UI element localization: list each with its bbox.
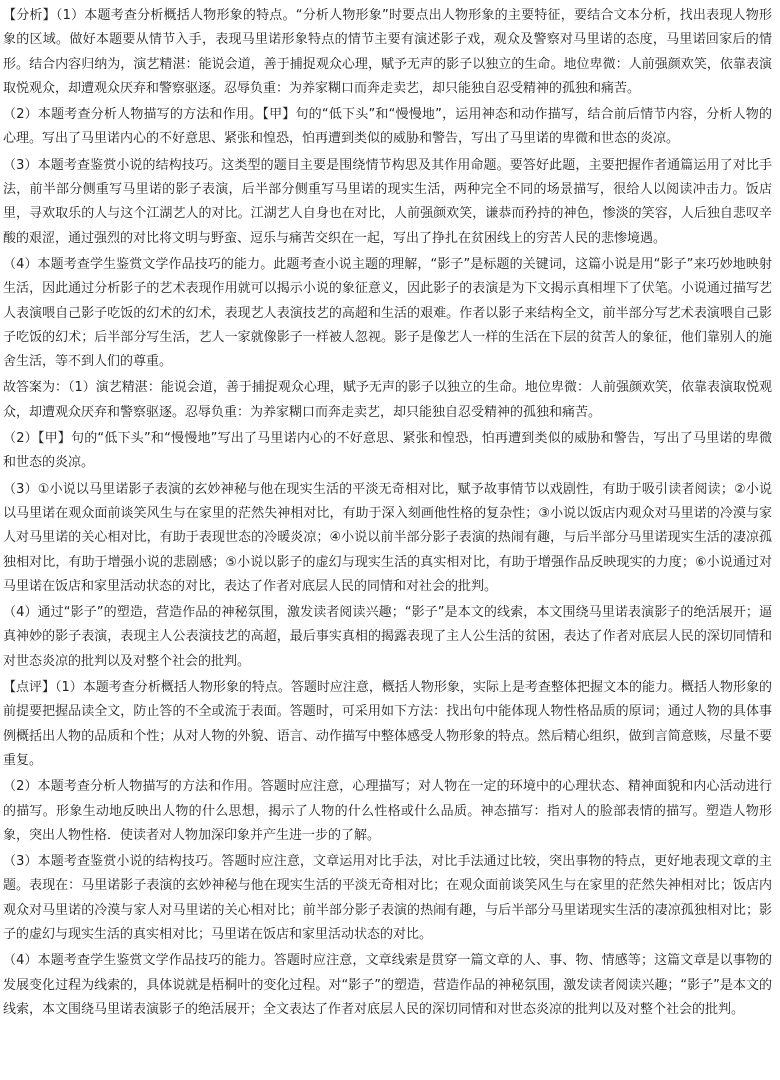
analysis-paragraph-2: （2）本题考查分析人物描写的方法和作用。【甲】句的“低下头”和“慢慢地”，运用神态和动作描写，结合前后情节内容，分析人物的心理。写出了马里诺内心的不好意思、紧张和惶恐，怕再遭到类似的威胁和警告，写出了马里诺的卑微和世态的炎凉。	[3, 107, 772, 147]
answer-paragraph-3: （3）①小说以马里诺影子表演的玄妙神秘与他在现实生活的平淡无奇相对比，赋予故事情节以戏剧性，有助于吸引读者阅读；②小说以马里诺在观众面前谈笑风生与在家里的茫然失神相对比，有助于深入刻画他性格的复杂性；③小说以饭店内观众对马里诺的冷漠与家人对马里诺的关心相对比，有助于表现世态的冷暖炎凉；④小说以前半部分影子表演的热闹有趣，与后半部分马里诺现实生活的凄凉孤独相对比，有助于增强小说的悲剧感；⑤小说以影子的虚幻与现实生活的真实相对比，有助于增强作品反映现实的力度；⑥小说通过对马里诺在饭店和家里活动状态的对比，表达了作者对底层人民的同情和对社会的批判。	[3, 481, 772, 594]
comment-paragraph-2: （2）本题考查分析人物描写的方法和作用。答题时应注意，心理描写；对人物在一定的环境中的心理状态、精神面貌和内心活动进行的描写。形象生动地反映出人物的什么思想，揭示了人物的什么性格或什么品质。神态描写：指对人的脸部表情的描写。塑造人物形象，突出人物性格．使读者对人物加深印象并产生进一步的了解。	[3, 779, 772, 843]
answer-paragraph-2: （2）【甲】句的“低下头”和“慢慢地”写出了马里诺内心的不好意思、紧张和惶恐，怕再遭到类似的威胁和警告，写出了马里诺的卑微和世态的炎凉。	[3, 431, 772, 471]
comment-paragraph-3: （3）本题考查鉴赏小说的结构技巧。答题时应注意，文章运用对比手法，对比手法通过比较，突出事物的特点，更好地表现文章的主题。表现在：马里诺影子表演的玄妙神秘与他在现实生活的平淡无奇相对比；在观众面前谈笑风生与在家里的茫然失神相对比；饭店内观众对马里诺的冷漠与家人对马里诺的关心相对比；前半部分影子表演的热闹有趣，与后半部分马里诺现实生活的凄凉孤独相对比；影子的虚幻与现实生活的真实相对比；马里诺在饭店和家里活动状态的对比。	[3, 854, 772, 942]
comment-paragraph-1: 【点评】（1）本题考查分析概括人物形象的特点。答题时应注意，概括人物形象，实际上是考查整体把握文本的能力。概括人物形象的前提要把握品读全文，防止答的不全或流于表面。答题时，可采用如下方法：找出句中能体现人物性格品质的原词；通过人物的具体事例概括出人物的品质和个性；从对人物的外貌、语言、动作描写中整体感受人物形象的特点。然后精心组织，做到言简意赅，尽量不要重复。	[3, 680, 772, 768]
comment-paragraph-4: （4）本题考查学生鉴赏文学作品技巧的能力。答题时应注意，文章线索是贯穿一篇文章的人、事、物、情感等；这篇文章是以事物的发展变化过程为线索的，具体说就是梧桐叶的变化过程。对“影子”的塑造，营造作品的神秘氛围，激发读者阅读兴趣；“影子”是本文的线索，本文围绕马里诺表演影子的绝活展开；全文表达了作者对底层人民的深切同情和对世态炎凉的批判以及对整个社会的批判。	[3, 953, 772, 1017]
analysis-paragraph-4: （4）本题考查学生鉴赏文学作品技巧的能力。此题考查小说主题的理解，“影子”是标题的关键词，这篇小说是用“影子”来巧妙地映射生活，因此通过分析影子的艺术表现作用就可以揭示小说的象征意义，因此影子的表演是为下文揭示真相埋下了伏笔。小说通过描写艺人表演喂自己影子吃饭的幻术的幻术，表现艺人表演技艺的高超和生活的艰难。作者以影子来结构全文，前半部分写艺术表演喂自己影子吃饭的幻术；后半部分写生活，艺人一家就像影子一样被人忽视。影子是像艺人一样的生活在下层的贫苦人的象征，他们靠别人的施舍生活，等不到人们的尊重。	[3, 256, 772, 370]
analysis-paragraph-1: 【分析】（1）本题考查分析概括人物形象的特点。“分析人物形象”时要点出人物形象的主要特征，要结合文本分析，找出表现人物形象的区域。做好本题要从情节入手，表现马里诺形象特点的情节主要有演述影子戏，观众及警察对马里诺的态度，马里诺回家后的情形。结合内容归纳为，演艺精湛：能说会道，善于捕捉观众心理，赋予无声的影子以独立的生命。地位卑微：人前强颜欢笑，依靠表演取悦观众，却遭观众厌弃和警察驱逐。忍辱负重：为养家糊口而奔走卖艺，却只能独自忍受精神的孤独和痛苦。	[3, 8, 772, 96]
analysis-paragraph-3: （3）本题考查鉴赏小说的结构技巧。这类型的题目主要是围绕情节构思及其作用命题。要答好此题，主要把握作者通篇运用了对比手法，前半部分侧重写马里诺的影子表演，后半部分侧重写马里诺的现实生活，两种完全不同的场景描写，很给人以阅读冲击力。饭店里，寻欢取乐的人与这个江湖艺人的对比。江湖艺人自身也在对比，人前强颜欢笑，谦恭而矜持的神色，惨淡的笑容，人后独自悲叹辛酸的艰涩，通过强烈的对比将文明与野蛮、逗乐与痛苦交织在一起，写出了挣扎在贫困线上的穷苦人民的悲惨境遇。	[3, 157, 772, 246]
answer-paragraph-4: （4）通过“影子”的塑造，营造作品的神秘氛围，激发读者阅读兴趣；“影子”是本文的线索，本文围绕马里诺表演影子的绝活展开；逼真神妙的影子表演，表现主人公表演技艺的高超，最后事实真相的揭露表现了主人公生活的贫困，表达了作者对底层人民的深切同情和对世态炎凉的批判以及对整个社会的批判。	[3, 605, 772, 669]
answer-paragraph-1: 故答案为：（1）演艺精湛：能说会道，善于捕捉观众心理，赋予无声的影子以独立的生命。地位卑微：人前强颜欢笑，依靠表演取悦观众，却遭观众厌弃和警察驱逐。忍辱负重：为养家糊口而奔走卖艺，却只能独自忍受精神的孤独和痛苦。	[3, 380, 772, 420]
